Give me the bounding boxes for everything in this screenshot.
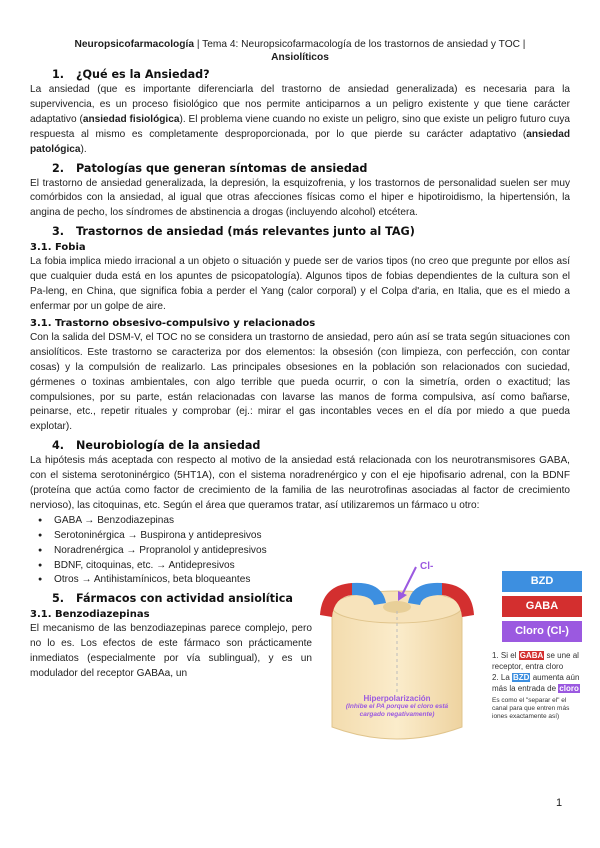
legend-gaba: GABA xyxy=(502,596,582,617)
section-5-heading: 5. Fármacos con actividad ansiolítica xyxy=(51,592,293,606)
figure-note-1: 1. Si el GABA se une al receptor, entra cloro xyxy=(492,651,579,671)
list-item: ● Serotoninérgica → Buspirona y antidepresivos xyxy=(54,529,319,544)
subsection-fobia-heading: 3.1. Fobia xyxy=(30,242,86,254)
list-item: ● Noradrenérgica → Propranolol y antidepresivos xyxy=(54,544,319,559)
legend-chloride: Cloro (Cl-) xyxy=(502,621,582,642)
list-item: ● Otros → Antihistamínicos, beta bloqueantes xyxy=(54,573,319,588)
treatment-list xyxy=(30,514,319,589)
section-1-paragraph: La ansiedad (que es importante diferenciarla del trastorno de ansiedad generalizada) es necesaria para la supervivencia, es un proceso fisiológico que nos permite anticiparnos a un peligro existente y que tiene carácter adaptativo (ansiedad fisiológica). El problema viene cuando no existe un peligro, sino que existe un peligro futuro cuya respuesta al mismo es completamente desproporcionada, por lo que pierde su carácter adaptativo (ansiedad patológica). xyxy=(30,84,570,155)
subsection-toc-heading: 3.1. Trastorno obsesivo-compulsivo y relacionados xyxy=(30,317,316,329)
subsection-bzd-heading: 3.1. Benzodiazepinas xyxy=(30,609,150,621)
figure-note-3: Es como el "separar el" el canal para que entren más iones exactamente así) xyxy=(492,697,570,720)
page-number: 1 xyxy=(556,797,563,809)
bzd-paragraph: El mecanismo de las benzodiazepinas parece complejo, pero no lo es. Los efectos de este fármaco son prácticamente inmediatos (especialmente por vía sublingual), y es un modulador del receptor GABAa, un xyxy=(30,623,312,680)
section-2-paragraph: El trastorno de ansiedad generalizada, la depresión, la esquizofrenia, y los trastornos de personalidad suelen ser muy comórbidos con la ansiedad, al igual que otras afecciones físicas como el hiper e hipotiroidismo, la hipertensión, la angina de pecho, los síndromes de abstinencia a drogas (incluyendo alcohol) etcétera. xyxy=(30,177,570,219)
document-header xyxy=(30,38,570,64)
topic-title: | Tema 4: Neuropsicofarmacología de los trastornos de ansiedad y TOC | xyxy=(193,39,526,50)
toc-paragraph: Con la salida del DSM-V, el TOC no se considera un trastorno de ansiedad, pero aún así se trata según situaciones con ansiolíticos. Este trastorno se caracteriza por dos elementos: la obsesión (con limpieza, con perfección, con contar cosas) y la compulsión de realizarlo. Las principales obsesiones en la población son relacionados con suciedad, gérmenes o toxinas ambientales, con algo terrible que pueda ocurrir, o con la simetría, orden o exactitud; las compulsiones, por su parte, están relacionadas con lavarse las manos de forma compulsiva, así como bañarse, peinarse, etc., repetir rituales y comprobar (ej.: mirar el gas incontables veces en el día por miedo a que pueda explotar). xyxy=(30,331,570,433)
legend-bzd: BZD xyxy=(502,571,582,592)
section-4-heading: 4. Neurobiología de la ansiedad xyxy=(51,439,261,453)
section-3-heading: 3. Trastornos de ansiedad (más relevantes junto al TAG) xyxy=(51,225,415,239)
subject-title: Ansiolíticos xyxy=(271,52,329,63)
list-item: ● BDNF, citoquinas, etc. → Antidepresivos xyxy=(54,559,319,574)
fobia-paragraph: La fobia implica miedo irracional a un objeto o situación y puede ser de varios tipos (no creo que pregunte por ellos así que cualquier duda está en los apuntes de psicopatología). Algunos tipos de fobias dependientes de la cultura son el Pa-leng, en China, que significa fobia a perder el Yang (calor corporal) y el Colpa d'aria, en Italia, que es el miedo a enfermar por un golpe de aire. xyxy=(30,256,570,312)
receptor-channel-illustration xyxy=(312,555,482,745)
list-item: ● GABA → Benzodiazepinas xyxy=(54,514,319,529)
course-title: Neuropsicofarmacología xyxy=(74,39,194,50)
figure-note-2: 2. La BZD aumenta aún más la entrada de cloro xyxy=(492,673,580,693)
hyperpolarization-note: (Inhibe el PA porque el cloro está cargado negativamente) xyxy=(345,703,449,718)
chloride-label: Cl- xyxy=(420,561,434,572)
section-1-heading: 1. ¿Qué es la Ansiedad? xyxy=(51,68,210,81)
section-4-paragraph: La hipótesis más aceptada con respecto al motivo de la ansiedad está relacionada con los neurotransmisores GABA, con el sistema serotoninérgico (5HT1A), con el sistema noradrenérgico y con el eje hipofisario adrenal, con la BDNF (proteína que actúa como factor de crecimiento de la familia de las neurotrofinas asociadas al factor de crecimiento nervioso), las citoquinas, etc. Según el área que queramos tratar, así utilizaremos un fármaco u otro: xyxy=(30,455,570,511)
hyperpolarization-title: Hiperpolarización xyxy=(363,694,431,703)
gaba-receptor-diagram xyxy=(312,555,600,745)
section-2-heading: 2. Patologías que generan síntomas de ansiedad xyxy=(51,161,368,175)
